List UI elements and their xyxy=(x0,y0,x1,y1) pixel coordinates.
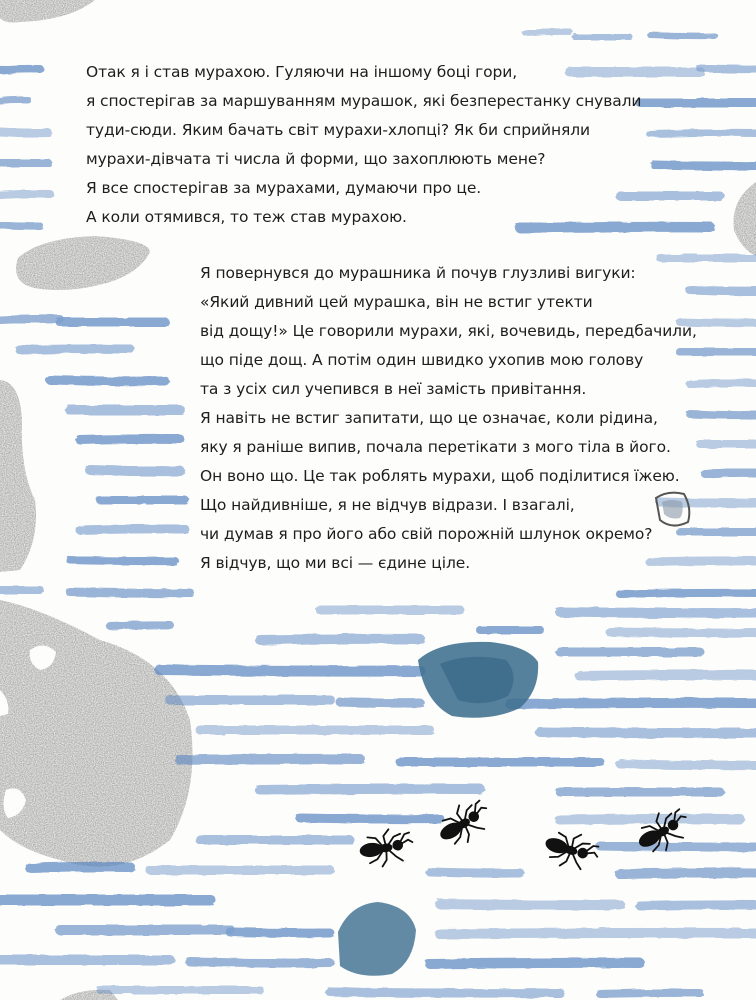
brush-stroke xyxy=(110,625,170,626)
ant-icon xyxy=(358,826,415,869)
brush-stroke xyxy=(20,349,130,350)
text-line: «Який дивний цей мурашка, він не встиг утекти xyxy=(200,293,593,311)
brush-stroke xyxy=(620,593,756,594)
brush-stroke xyxy=(640,905,756,906)
ants-group xyxy=(358,794,695,875)
brush-stroke xyxy=(30,867,130,868)
smudge-left-blob xyxy=(16,236,150,290)
brush-stroke xyxy=(440,933,756,934)
text-line: що піде дощ. А потім один швидко ухопив мою голову xyxy=(200,351,644,369)
brush-stroke xyxy=(50,380,165,381)
brush-stroke xyxy=(340,702,420,703)
text-line: та з усіх сил учепився в неї замість привітання. xyxy=(200,380,587,398)
brush-stroke xyxy=(90,470,180,471)
brush-stroke xyxy=(510,703,756,704)
brush-stroke xyxy=(560,819,740,820)
brush-stroke xyxy=(700,68,756,69)
brush-stroke xyxy=(690,414,756,415)
brush-stroke xyxy=(705,473,756,474)
text-line: туди-сюди. Яким бачать світ мурахи-хлопці? Як би сприйняли xyxy=(86,121,590,139)
brush-stroke xyxy=(260,639,420,640)
brush-stroke xyxy=(70,560,175,561)
brush-stroke xyxy=(260,789,480,790)
text-line: Я все спостерігав за мурахами, думаючи про це. xyxy=(86,179,482,197)
brush-stroke xyxy=(525,32,570,33)
brush-stroke xyxy=(0,319,60,320)
brush-stroke xyxy=(180,759,360,760)
brush-stroke xyxy=(580,675,756,676)
brush-stroke xyxy=(430,872,520,873)
text-line: Я повернувся до мурашника й почув глузливі вигуки: xyxy=(200,264,636,282)
text-line: Он воно що. Це так роблять мурахи, щоб поділитися їжею. xyxy=(200,467,680,485)
brush-stroke xyxy=(610,632,756,633)
brush-stroke xyxy=(0,194,50,195)
brush-stroke xyxy=(80,439,180,440)
paragraph-2 xyxy=(200,259,697,578)
brush-stroke xyxy=(440,904,620,905)
text-line: Отак я і став мурахою. Гуляючи на іншому боці гори, xyxy=(86,63,518,81)
text-line: яку я раніше випив, почала перетікати з мого тіла в його. xyxy=(200,438,671,456)
brush-stroke xyxy=(650,35,715,36)
ant-icon xyxy=(432,794,496,852)
smudge-right-top xyxy=(733,182,756,256)
brush-stroke xyxy=(70,592,190,593)
brush-stroke xyxy=(560,612,756,613)
brush-stroke xyxy=(80,529,185,530)
brush-stroke xyxy=(655,165,756,166)
brush-stroke xyxy=(0,100,28,101)
text-line: Я навіть не встиг запитати, що це означає, коли рідина, xyxy=(200,409,658,427)
text-line: я спостерігав за маршуванням мурашок, які безперестанку снували xyxy=(86,92,642,110)
text-line: мурахи-дівчата ті числа й форми, що захоплюють мене? xyxy=(86,150,546,168)
brush-stroke xyxy=(230,932,330,933)
brush-stroke xyxy=(600,846,756,847)
stone-small xyxy=(338,902,416,976)
smudge-top-left xyxy=(0,0,95,23)
paragraph-1 xyxy=(86,58,641,232)
brush-stroke xyxy=(620,764,756,765)
smudge-left-mid xyxy=(0,380,36,572)
brush-stroke xyxy=(0,225,40,226)
text-line: А коли отямився, то теж став мурахою. xyxy=(86,208,407,226)
text-line: Що найдивніше, я не відчув відрази. І взагалі, xyxy=(200,496,575,514)
brush-stroke xyxy=(0,69,40,70)
brush-stroke xyxy=(190,962,330,963)
brush-stroke xyxy=(620,873,756,874)
brush-stroke xyxy=(690,383,756,384)
brush-stroke xyxy=(690,290,756,291)
brush-stroke xyxy=(160,670,420,671)
brush-stroke xyxy=(600,993,700,994)
brush-stroke xyxy=(430,963,640,964)
brush-stroke xyxy=(650,133,756,134)
brush-stroke xyxy=(300,818,440,819)
text-line: від дощу!» Це говорили мурахи, які, вочевидь, передбачили, xyxy=(200,322,697,340)
brush-stroke xyxy=(540,732,756,733)
brush-stroke xyxy=(0,132,48,133)
brush-stroke xyxy=(330,992,560,993)
ant-icon xyxy=(541,825,603,876)
text-line: Я відчув, що ми всі — єдине ціле. xyxy=(200,554,471,572)
smudge-bottom-left xyxy=(0,600,193,867)
text-line: чи думав я про його або свій порожній шлунок окремо? xyxy=(200,525,653,543)
